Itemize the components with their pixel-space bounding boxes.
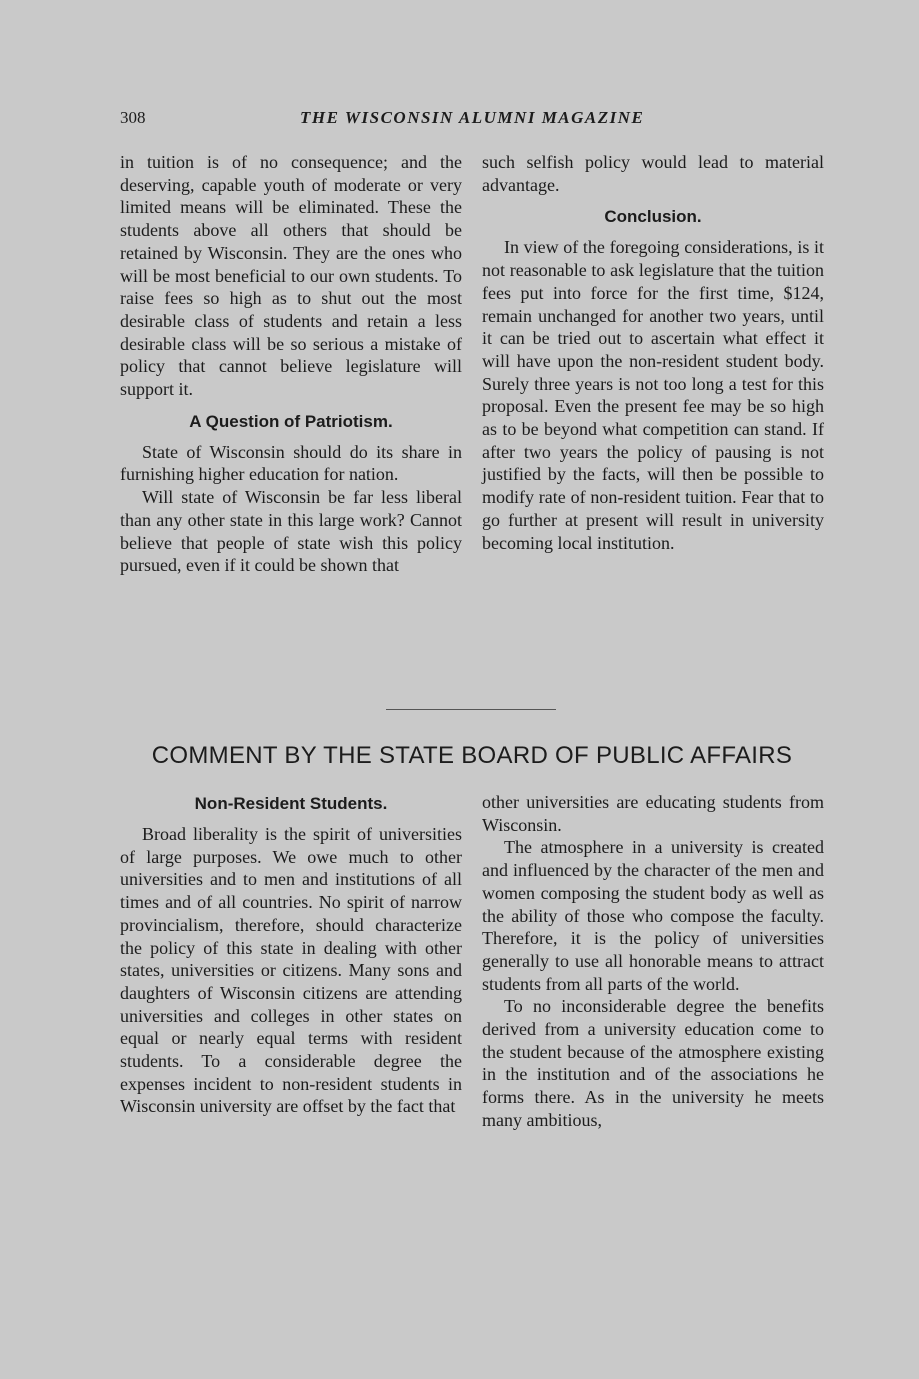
top-left-column — [120, 151, 462, 577]
running-head — [120, 108, 824, 132]
section-title: COMMENT BY THE STATE BOARD OF PUBLIC AFFAIRS — [151, 742, 793, 769]
top-left-paragraph-3: Will state of Wisconsin be far less liberal than any other state in this large work? Cannot believe that people of state wish this policy pursued, even if it could be shown that — [120, 487, 462, 576]
bottom-right-paragraph-3: To no inconsiderable degree the benefits derived from a university education come to the student because of the atmosphere existing in the institution and of the associations he forms there. As in the university he meets many ambitious, — [482, 996, 824, 1130]
top-right-paragraph-continued: such selfish policy would lead to material advantage. — [482, 152, 824, 195]
journal-title: THE WISCONSIN ALUMNI MAGAZINE — [300, 108, 645, 127]
heading-non-resident-students: Non-Resident Students. — [194, 794, 388, 813]
bottom-right-paragraph-2: The atmosphere in a university is created and influenced by the character of the men and women composing the student body as well as the ability of those who compose the faculty. Therefore, it is the policy of universities generally to use all honorable means to attract students from all parts of the world. — [482, 837, 824, 994]
bottom-left-column — [120, 791, 462, 1118]
top-left-paragraph-continued: in tuition is of no consequence; and the deserving, capable youth of moderate or very limited means will be eliminated. These the students above all others that should be retained by Wisconsin. They are the ones who will be most beneficial to our own students. To raise fees so high as to shut out the most desirable class of students and retain a less desirable class will be so serious a mistake of policy that cannot believe legislature will support it. — [120, 152, 462, 400]
section-divider — [386, 709, 556, 710]
top-right-paragraph-2: In view of the foregoing considerations, is it not reasonable to ask legislature that the tuition fees put into force for the first time, $124, remain unchanged for another two years, until it can be tried out to ascertain what effect it will have upon the non-resident student body. Surely three years is not too long a test for this proposal. Even the present fee may be so high as to be beyond what competition can stand. If after two years the policy of pausing is not justified by the facts, will then be possible to modify rate of non-resident tuition. Fear that to go further at present will result in university becoming local institution. — [482, 237, 824, 553]
bottom-left-paragraph-1: Broad liberality is the spirit of universities of large purposes. We owe much to other universities and to men and institutions of all times and of all countries. No spirit of narrow provincialism, therefore, should characterize the policy of this state in dealing with other states, universities or citizens. Many sons and daughters of Wisconsin citizens are attending universities and colleges in other states on equal or nearly equal terms with resident students. To a considerable degree the expenses incident to non-resident students in Wisconsin university are offset by the fact that — [120, 824, 462, 1117]
heading-question-of-patriotism: A Question of Patriotism. — [189, 411, 393, 431]
page-number: 308 — [120, 108, 146, 127]
bottom-right-paragraph-continued: other universities are educating students from Wisconsin. — [482, 792, 824, 835]
bottom-right-column — [482, 791, 824, 1132]
top-left-paragraph-2: State of Wisconsin should do its share in furnishing higher education for nation. — [120, 441, 462, 485]
heading-conclusion: Conclusion. — [604, 207, 702, 227]
top-right-column — [482, 151, 824, 554]
